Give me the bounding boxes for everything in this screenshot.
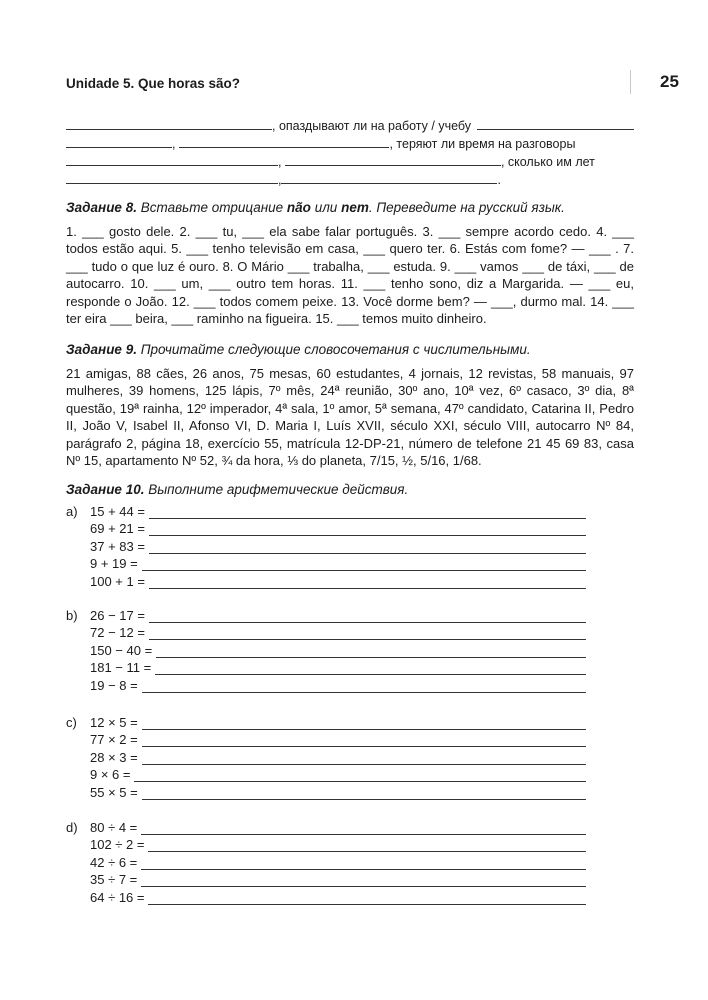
exercise-letter: d) [66, 819, 78, 835]
task-9-text: 21 amigas, 88 cães, 26 anos, 75 mesas, 60 estudantes, 4 jornais, 12 revistas, 58 manuais, 97 mulheres, 39 homens, 125 lápis, 7º mês, 24ª reunião, 30º ano, 10ª vez, 6º casaco, 3º dia, 8ª questão, 19ª rainha, 12º imperador, 4ª sala, 1º amor, 5ª semana, 47º candidato, Catarina II, Pedro II, João V, Isabel II, Afonso VI, D. Maria I, Luís XVII, século XXI, século VIII, autocarro Nº 84, parágrafo 2, página 18, exercício 55, matrícula 12-DP-21, número de telefone 21 45 69 83, casa Nº 15, apartamento Nº 52, ¾ da hora, ⅓ do planeta, 7/15, ½, 5/16, 1/68. [66, 365, 634, 468]
exercise-expression: 12 × 5 = [90, 714, 138, 730]
exercise-expression: 100 + 1 = [90, 573, 145, 589]
answer-line[interactable] [149, 508, 586, 519]
answer-blank[interactable] [179, 135, 389, 148]
answer-line[interactable] [155, 664, 586, 675]
answer-blank[interactable] [66, 135, 172, 148]
answer-line[interactable] [149, 629, 586, 640]
answer-line[interactable] [156, 647, 586, 658]
exercise-row [66, 817, 586, 835]
exercise-expression: 9 + 19 = [90, 556, 138, 571]
exercise-expression: 19 − 8 = [90, 677, 138, 693]
exercise-expression: 55 × 5 = [90, 784, 138, 800]
answer-line[interactable] [149, 578, 586, 589]
answer-blank[interactable] [477, 117, 634, 130]
exercise-letter: c) [66, 714, 77, 730]
translate-text: , сколько им лет [500, 155, 595, 169]
exercise-row [66, 605, 586, 623]
task-10 [66, 481, 634, 499]
exercise-group-d [66, 817, 586, 905]
exercise-row [66, 640, 586, 658]
exercise-row [66, 623, 586, 641]
answer-line[interactable] [142, 754, 586, 765]
exercise-group-c [66, 712, 586, 800]
answer-blank[interactable] [285, 153, 501, 166]
exercise-row [66, 870, 586, 888]
exercise-expression: 80 ÷ 4 = [90, 819, 138, 835]
answer-line[interactable] [142, 560, 586, 571]
answer-line[interactable] [142, 682, 586, 693]
exercise-row [66, 536, 586, 554]
translate-text: , [278, 173, 282, 187]
translate-text: , [172, 137, 176, 151]
exercise-row [66, 675, 586, 693]
exercise-expression: 72 − 12 = [90, 625, 145, 640]
task-8-title: Задание 8. Вставьте отрицание não или nem. Переведите на русский язык. [66, 200, 565, 215]
page-number: 25 [660, 72, 679, 91]
exercise-expression: 15 + 44 = [90, 503, 145, 519]
exercise-letter: a) [66, 503, 78, 519]
exercise-group-b [66, 605, 586, 693]
answer-blank[interactable] [66, 153, 278, 166]
exercise-row [66, 519, 586, 537]
exercise-row [66, 747, 586, 765]
task-8-text: 1. ___ gosto dele. 2. ___ tu, ___ ela sabe falar português. 3. ___ sempre acordo cedo. 4. ___ todos estão aqui. 5. ___ tenho televisão em casa, ___ quero ter. 6. Estás com fome? — ___ . 7. ___ tudo o que luz é ouro. 8. O Mário ___ trabalha, ___ estuda. 9. ___ vamos ___ de táxi, ___ de autocarro. 10. ___ um, ___ outro tem horas. 11. ___ tenho sono, diz a Margarida. — ___ eu, responde o João. 12. ___ todos comem peixe. 13. Você dorme bem? — ___, durmo mal. 14. ___ ter eira ___ beira, ___ raminho na figueira. 15. ___ temos muito dinheiro. [66, 223, 634, 326]
translate-line-2 [66, 135, 634, 153]
exercise-row [66, 835, 586, 853]
task-8 [66, 199, 634, 328]
translate-text: . [497, 173, 501, 187]
exercise-expression: 37 + 83 = [90, 538, 145, 554]
task-9-title: Задание 9. Прочитайте следующие словосочетания с числительными. [66, 342, 531, 357]
exercise-expression: 28 × 3 = [90, 749, 138, 765]
exercise-expression: 181 − 11 = [90, 660, 152, 675]
task-10-title: Задание 10. Выполните арифметические действия. [66, 482, 409, 497]
exercise-row [66, 765, 586, 783]
exercise-row [66, 887, 586, 905]
exercise-expression: 69 + 21 = [90, 521, 145, 536]
exercise-row [66, 571, 586, 589]
exercise-group-a [66, 501, 586, 589]
exercise-row [66, 554, 586, 572]
answer-blank[interactable] [66, 171, 278, 184]
answer-line[interactable] [141, 824, 586, 835]
answer-line[interactable] [142, 719, 586, 730]
running-header: Unidade 5. Que horas são? [66, 76, 241, 91]
exercise-row [66, 501, 586, 519]
translate-text: , опаздывают ли на работу / учебу [272, 119, 472, 133]
exercise-row [66, 782, 586, 800]
translate-block [66, 117, 634, 189]
exercise-expression: 35 ÷ 7 = [90, 872, 138, 887]
answer-line[interactable] [149, 612, 586, 623]
answer-line[interactable] [142, 736, 586, 747]
exercise-row [66, 852, 586, 870]
answer-blank[interactable] [66, 117, 272, 130]
answer-line[interactable] [148, 894, 586, 905]
translate-line-3: , , сколько им лет [66, 153, 634, 171]
answer-line[interactable] [148, 841, 586, 852]
exercise-expression: 102 ÷ 2 = [90, 837, 145, 852]
exercise-row [66, 712, 586, 730]
exercise-letter: b) [66, 607, 78, 623]
header-divider [630, 70, 631, 94]
exercise-expression: 64 ÷ 16 = [90, 889, 145, 905]
exercise-expression: 9 × 6 = [90, 767, 131, 782]
answer-line[interactable] [142, 789, 586, 800]
answer-line[interactable] [149, 543, 586, 554]
answer-line[interactable] [149, 525, 586, 536]
task-9 [66, 341, 634, 470]
translate-line-4 [66, 171, 634, 189]
answer-line[interactable] [134, 771, 586, 782]
translate-line-1 [66, 117, 634, 135]
exercise-row [66, 658, 586, 676]
answer-blank[interactable] [281, 171, 497, 184]
exercise-expression: 26 − 17 = [90, 607, 145, 623]
exercise-expression: 42 ÷ 6 = [90, 854, 138, 870]
translate-text: , теряют ли время на разговоры [389, 137, 576, 151]
answer-line[interactable] [141, 859, 586, 870]
exercise-row [66, 730, 586, 748]
exercise-expression: 77 × 2 = [90, 732, 138, 747]
answer-line[interactable] [141, 876, 586, 887]
exercise-expression: 150 − 40 = [90, 642, 153, 658]
